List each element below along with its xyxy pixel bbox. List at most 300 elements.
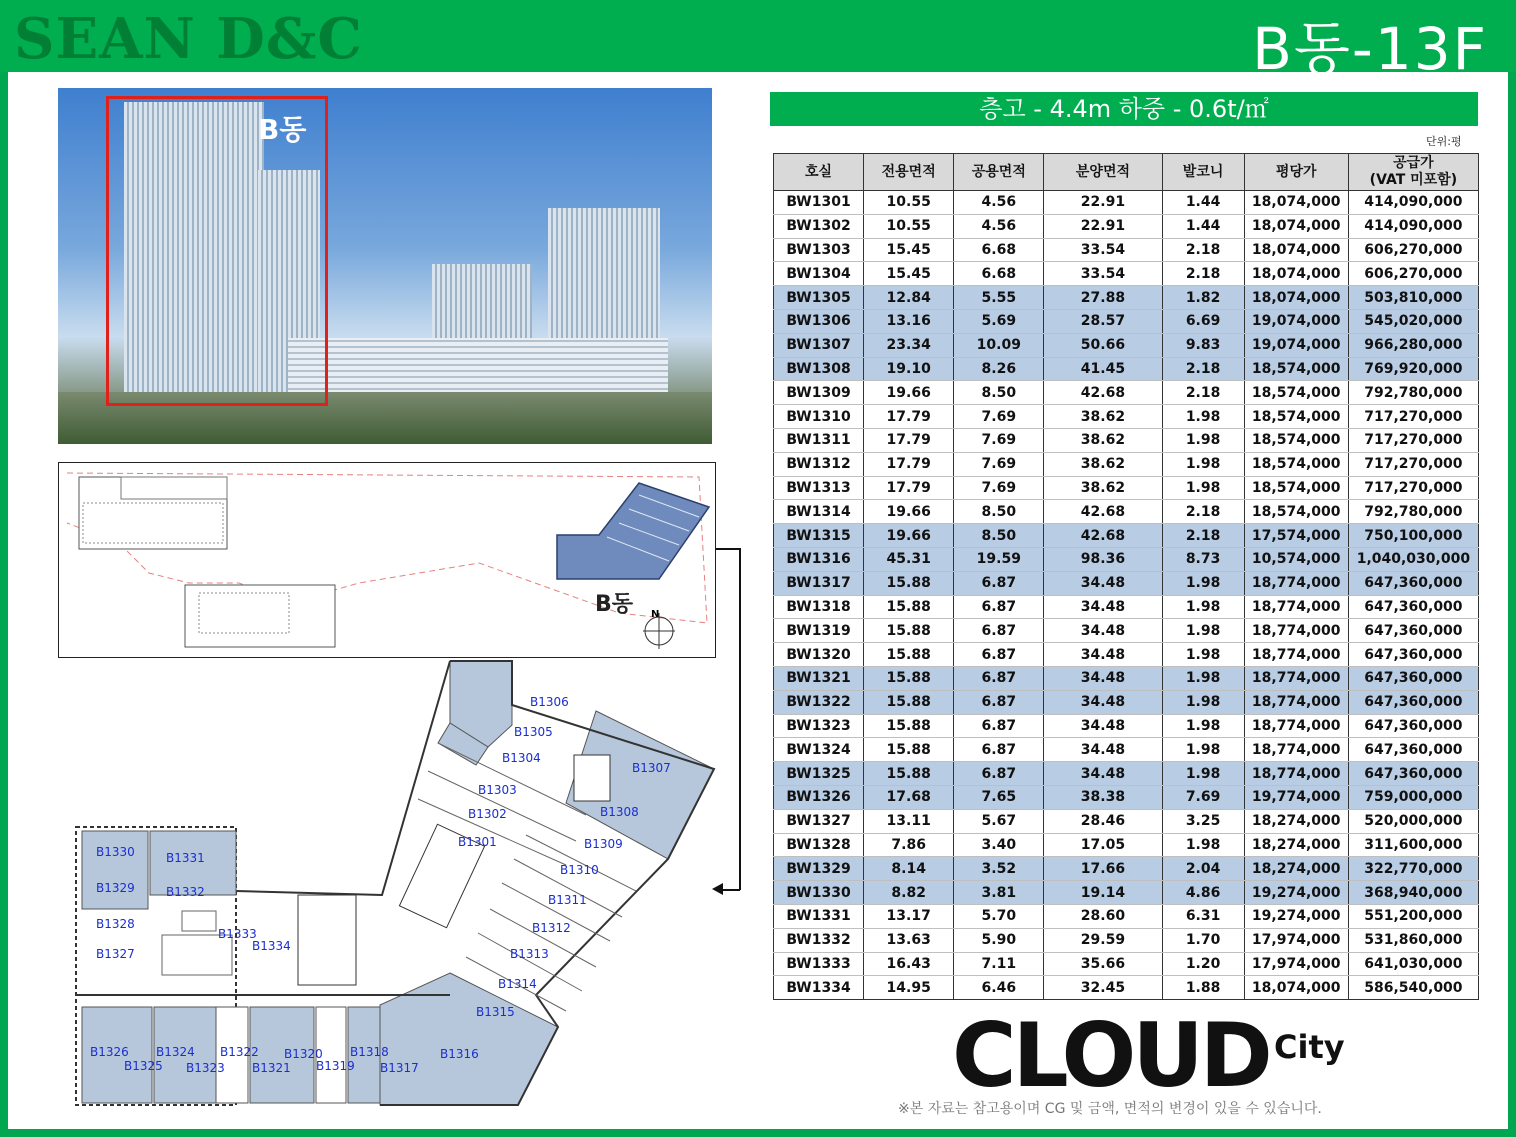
table-cell-balcony: 2.18	[1162, 524, 1244, 548]
building-photo	[58, 88, 712, 444]
floor-plan-unit-label: B1311	[548, 893, 587, 907]
floor-plan-unit-label: B1327	[96, 947, 135, 961]
table-cell-room: BW1319	[774, 619, 864, 643]
table-cell-room: BW1328	[774, 833, 864, 857]
table-cell-balcony: 8.73	[1162, 547, 1244, 571]
table-cell-balcony: 9.83	[1162, 333, 1244, 357]
table-cell-common: 7.65	[954, 785, 1044, 809]
table-row	[774, 405, 1479, 429]
floor-plan-unit-label: B1310	[560, 863, 599, 877]
table-cell-unit-price: 17,574,000	[1244, 524, 1348, 548]
table-header-cell: 공용면적	[954, 154, 1044, 191]
table-row	[774, 619, 1479, 643]
table-cell-room: BW1318	[774, 595, 864, 619]
table-cell-sale: 32.45	[1044, 976, 1162, 1000]
table-cell-common: 8.50	[954, 524, 1044, 548]
table-cell-balcony: 1.44	[1162, 214, 1244, 238]
table-cell-supply: 717,270,000	[1348, 428, 1478, 452]
table-cell-sale: 42.68	[1044, 381, 1162, 405]
table-row	[774, 191, 1479, 215]
table-cell-sale: 38.62	[1044, 405, 1162, 429]
table-cell-balcony: 1.98	[1162, 833, 1244, 857]
table-row	[774, 833, 1479, 857]
table-cell-unit-price: 18,574,000	[1244, 500, 1348, 524]
table-cell-supply: 1,040,030,000	[1348, 547, 1478, 571]
table-cell-balcony: 6.31	[1162, 904, 1244, 928]
table-cell-supply: 551,200,000	[1348, 904, 1478, 928]
table-row	[774, 762, 1479, 786]
table-cell-sale: 34.48	[1044, 690, 1162, 714]
table-row	[774, 500, 1479, 524]
table-header-cell: 평당가	[1244, 154, 1348, 191]
table-cell-supply: 606,270,000	[1348, 262, 1478, 286]
table-cell-sale: 34.48	[1044, 666, 1162, 690]
table-cell-supply: 606,270,000	[1348, 238, 1478, 262]
table-header-cell: 분양면적	[1044, 154, 1162, 191]
table-cell-balcony: 6.69	[1162, 309, 1244, 333]
table-cell-exclusive: 17.79	[864, 405, 954, 429]
table-cell-supply: 368,940,000	[1348, 881, 1478, 905]
floor-plan	[66, 655, 722, 1120]
floor-plan-unit-label: B1334	[252, 939, 291, 953]
table-cell-unit-price: 19,074,000	[1244, 309, 1348, 333]
brand-sub: City	[1274, 1028, 1345, 1066]
table-cell-unit-price: 18,774,000	[1244, 571, 1348, 595]
brand-logo: CLOUD	[952, 1004, 1269, 1107]
table-cell-room: BW1324	[774, 738, 864, 762]
table-cell-sale: 28.46	[1044, 809, 1162, 833]
table-cell-common: 6.68	[954, 238, 1044, 262]
table-cell-supply: 503,810,000	[1348, 286, 1478, 310]
table-cell-unit-price: 18,774,000	[1244, 762, 1348, 786]
floor-plan-unit-label: B1320	[284, 1047, 323, 1061]
table-cell-exclusive: 13.16	[864, 309, 954, 333]
table-cell-room: BW1303	[774, 238, 864, 262]
table-cell-balcony: 7.69	[1162, 785, 1244, 809]
table-row	[774, 309, 1479, 333]
table-cell-common: 6.87	[954, 571, 1044, 595]
table-cell-supply: 966,280,000	[1348, 333, 1478, 357]
table-cell-supply: 717,270,000	[1348, 476, 1478, 500]
header-bar	[0, 0, 1516, 83]
table-cell-common: 10.09	[954, 333, 1044, 357]
table-cell-common: 8.50	[954, 381, 1044, 405]
table-cell-room: BW1321	[774, 666, 864, 690]
table-row	[774, 643, 1479, 667]
table-cell-exclusive: 14.95	[864, 976, 954, 1000]
table-cell-sale: 38.62	[1044, 476, 1162, 500]
table-cell-unit-price: 18,074,000	[1244, 214, 1348, 238]
table-cell-unit-price: 18,774,000	[1244, 619, 1348, 643]
floor-plan-unit-label: B1326	[90, 1045, 129, 1059]
table-cell-balcony: 4.86	[1162, 881, 1244, 905]
table-cell-balcony: 1.82	[1162, 286, 1244, 310]
table-cell-balcony: 1.98	[1162, 738, 1244, 762]
table-cell-common: 19.59	[954, 547, 1044, 571]
table-cell-unit-price: 18,574,000	[1244, 381, 1348, 405]
table-cell-exclusive: 8.82	[864, 881, 954, 905]
table-cell-supply: 647,360,000	[1348, 643, 1478, 667]
table-header-cell: 발코니	[1162, 154, 1244, 191]
table-cell-supply: 322,770,000	[1348, 857, 1478, 881]
table-cell-exclusive: 17.79	[864, 452, 954, 476]
table-cell-balcony: 1.98	[1162, 643, 1244, 667]
table-row	[774, 976, 1479, 1000]
table-cell-room: BW1307	[774, 333, 864, 357]
photo-label: B동	[258, 113, 307, 146]
arrow-line-top	[716, 548, 740, 550]
table-cell-balcony: 2.18	[1162, 500, 1244, 524]
floor-plan-unit-label: B1308	[600, 805, 639, 819]
table-cell-supply: 647,360,000	[1348, 714, 1478, 738]
floor-plan-unit-label: B1302	[468, 807, 507, 821]
table-row	[774, 238, 1479, 262]
table-cell-balcony: 1.20	[1162, 952, 1244, 976]
table-cell-balcony: 1.98	[1162, 452, 1244, 476]
table-cell-unit-price: 18,074,000	[1244, 191, 1348, 215]
table-cell-room: BW1304	[774, 262, 864, 286]
table-cell-unit-price: 19,774,000	[1244, 785, 1348, 809]
units-table	[773, 153, 1479, 1000]
table-cell-exclusive: 7.86	[864, 833, 954, 857]
table-cell-unit-price: 17,974,000	[1244, 928, 1348, 952]
table-cell-exclusive: 19.66	[864, 381, 954, 405]
table-cell-balcony: 2.04	[1162, 857, 1244, 881]
table-cell-balcony: 3.25	[1162, 809, 1244, 833]
table-row	[774, 952, 1479, 976]
table-cell-sale: 34.48	[1044, 738, 1162, 762]
podium	[288, 338, 668, 400]
table-cell-balcony: 1.88	[1162, 976, 1244, 1000]
site-plan-label: B동	[595, 592, 634, 617]
table-cell-exclusive: 10.55	[864, 214, 954, 238]
table-header-cell: 전용면적	[864, 154, 954, 191]
table-cell-unit-price: 18,274,000	[1244, 809, 1348, 833]
table-cell-sale: 38.38	[1044, 785, 1162, 809]
floor-plan-unit-label: B1329	[96, 881, 135, 895]
table-cell-room: BW1315	[774, 524, 864, 548]
table-cell-room: BW1311	[774, 428, 864, 452]
company-logo: SEAN D&C	[14, 6, 363, 72]
spec-bar: 층고 - 4.4m 하중 - 0.6t/㎡	[770, 92, 1478, 126]
table-cell-supply: 717,270,000	[1348, 405, 1478, 429]
table-cell-sale: 50.66	[1044, 333, 1162, 357]
table-cell-exclusive: 23.34	[864, 333, 954, 357]
table-cell-sale: 35.66	[1044, 952, 1162, 976]
table-row	[774, 928, 1479, 952]
table-cell-room: BW1316	[774, 547, 864, 571]
table-cell-exclusive: 17.79	[864, 476, 954, 500]
table-cell-supply: 414,090,000	[1348, 191, 1478, 215]
table-cell-room: BW1302	[774, 214, 864, 238]
table-cell-unit-price: 10,574,000	[1244, 547, 1348, 571]
floor-plan-unit-label: B1325	[124, 1059, 163, 1073]
table-cell-unit-price: 18,074,000	[1244, 262, 1348, 286]
floor-plan-unit-label: B1313	[510, 947, 549, 961]
table-cell-exclusive: 16.43	[864, 952, 954, 976]
table-row	[774, 857, 1479, 881]
floor-plan-unit-label: B1324	[156, 1045, 195, 1059]
table-cell-exclusive: 15.88	[864, 619, 954, 643]
table-cell-common: 5.69	[954, 309, 1044, 333]
table-row	[774, 785, 1479, 809]
table-cell-room: BW1322	[774, 690, 864, 714]
table-cell-balcony: 2.18	[1162, 381, 1244, 405]
table-cell-unit-price: 18,074,000	[1244, 976, 1348, 1000]
table-cell-exclusive: 45.31	[864, 547, 954, 571]
table-cell-exclusive: 17.68	[864, 785, 954, 809]
table-cell-supply: 545,020,000	[1348, 309, 1478, 333]
table-cell-exclusive: 15.45	[864, 262, 954, 286]
table-cell-room: BW1320	[774, 643, 864, 667]
table-cell-exclusive: 19.66	[864, 500, 954, 524]
table-cell-common: 4.56	[954, 191, 1044, 215]
table-cell-common: 5.90	[954, 928, 1044, 952]
table-cell-unit-price: 18,774,000	[1244, 714, 1348, 738]
table-cell-supply: 586,540,000	[1348, 976, 1478, 1000]
floor-plan-unit-label: B1303	[478, 783, 517, 797]
unit-note: 단위:평	[1426, 135, 1462, 148]
table-cell-supply: 647,360,000	[1348, 690, 1478, 714]
floor-plan-unit-label: B1330	[96, 845, 135, 859]
table-cell-sale: 22.91	[1044, 214, 1162, 238]
table-row	[774, 286, 1479, 310]
table-cell-unit-price: 18,774,000	[1244, 738, 1348, 762]
table-cell-balcony: 1.44	[1162, 191, 1244, 215]
site-plan	[58, 462, 716, 658]
floor-plan-unit-label: B1332	[166, 885, 205, 899]
table-cell-sale: 34.48	[1044, 714, 1162, 738]
table-cell-supply: 792,780,000	[1348, 381, 1478, 405]
table-cell-balcony: 1.98	[1162, 714, 1244, 738]
table-cell-sale: 28.60	[1044, 904, 1162, 928]
table-cell-exclusive: 19.66	[864, 524, 954, 548]
table-cell-unit-price: 18,774,000	[1244, 643, 1348, 667]
table-cell-sale: 38.62	[1044, 452, 1162, 476]
table-cell-supply: 647,360,000	[1348, 738, 1478, 762]
table-cell-sale: 41.45	[1044, 357, 1162, 381]
table-row	[774, 452, 1479, 476]
table-cell-sale: 22.91	[1044, 191, 1162, 215]
arrow-line-vertical	[739, 548, 741, 890]
table-cell-exclusive: 15.45	[864, 238, 954, 262]
table-cell-common: 5.55	[954, 286, 1044, 310]
table-row	[774, 690, 1479, 714]
table-cell-sale: 33.54	[1044, 262, 1162, 286]
floor-plan-unit-label: B1306	[530, 695, 569, 709]
floor-plan-unit-label: B1318	[350, 1045, 389, 1059]
table-row	[774, 476, 1479, 500]
table-cell-unit-price: 19,074,000	[1244, 333, 1348, 357]
floor-plan-unit-label: B1321	[252, 1061, 291, 1075]
table-cell-exclusive: 13.63	[864, 928, 954, 952]
table-cell-supply: 641,030,000	[1348, 952, 1478, 976]
table-cell-exclusive: 15.88	[864, 690, 954, 714]
table-row	[774, 904, 1479, 928]
table-cell-sale: 42.68	[1044, 500, 1162, 524]
table-cell-balcony: 1.98	[1162, 428, 1244, 452]
site-plan-drawing	[59, 463, 715, 657]
table-cell-sale: 34.48	[1044, 571, 1162, 595]
table-cell-exclusive: 10.55	[864, 191, 954, 215]
table-cell-supply: 647,360,000	[1348, 571, 1478, 595]
table-row	[774, 214, 1479, 238]
table-cell-supply: 520,000,000	[1348, 809, 1478, 833]
table-cell-exclusive: 17.79	[864, 428, 954, 452]
table-cell-exclusive: 13.11	[864, 809, 954, 833]
table-cell-unit-price: 19,274,000	[1244, 881, 1348, 905]
floor-plan-unit-label: B1317	[380, 1061, 419, 1075]
table-cell-room: BW1323	[774, 714, 864, 738]
table-cell-room: BW1326	[774, 785, 864, 809]
table-cell-supply: 759,000,000	[1348, 785, 1478, 809]
table-cell-common: 7.69	[954, 452, 1044, 476]
table-cell-sale: 98.36	[1044, 547, 1162, 571]
table-row	[774, 595, 1479, 619]
floor-plan-unit-label: B1331	[166, 851, 205, 865]
table-cell-exclusive: 15.88	[864, 762, 954, 786]
table-cell-balcony: 1.98	[1162, 405, 1244, 429]
table-cell-unit-price: 18,574,000	[1244, 476, 1348, 500]
table-cell-sale: 28.57	[1044, 309, 1162, 333]
table-cell-supply: 769,920,000	[1348, 357, 1478, 381]
table-cell-balcony: 1.70	[1162, 928, 1244, 952]
table-cell-exclusive: 15.88	[864, 714, 954, 738]
table-cell-room: BW1305	[774, 286, 864, 310]
floor-plan-unit-label: B1316	[440, 1047, 479, 1061]
table-row	[774, 809, 1479, 833]
table-cell-common: 6.46	[954, 976, 1044, 1000]
table-cell-balcony: 2.18	[1162, 238, 1244, 262]
table-row	[774, 738, 1479, 762]
table-cell-room: BW1313	[774, 476, 864, 500]
table-cell-supply: 311,600,000	[1348, 833, 1478, 857]
table-cell-common: 6.87	[954, 738, 1044, 762]
table-cell-common: 6.87	[954, 714, 1044, 738]
table-row	[774, 357, 1479, 381]
table-cell-room: BW1309	[774, 381, 864, 405]
floor-plan-unit-label: B1307	[632, 761, 671, 775]
table-row	[774, 524, 1479, 548]
table-cell-unit-price: 19,274,000	[1244, 904, 1348, 928]
table-cell-balcony: 1.98	[1162, 595, 1244, 619]
table-cell-room: BW1333	[774, 952, 864, 976]
table-cell-balcony: 1.98	[1162, 476, 1244, 500]
floor-plan-unit-label: B1314	[498, 977, 537, 991]
table-cell-supply: 647,360,000	[1348, 595, 1478, 619]
table-cell-sale: 34.48	[1044, 762, 1162, 786]
table-cell-supply: 647,360,000	[1348, 762, 1478, 786]
table-cell-balcony: 1.98	[1162, 762, 1244, 786]
table-cell-sale: 34.48	[1044, 643, 1162, 667]
page-title: B동-13F	[1252, 15, 1488, 83]
table-cell-balcony: 1.98	[1162, 619, 1244, 643]
table-cell-supply: 531,860,000	[1348, 928, 1478, 952]
table-cell-common: 3.52	[954, 857, 1044, 881]
table-cell-room: BW1317	[774, 571, 864, 595]
table-cell-supply: 414,090,000	[1348, 214, 1478, 238]
table-cell-common: 6.87	[954, 690, 1044, 714]
table-cell-supply: 647,360,000	[1348, 666, 1478, 690]
table-cell-unit-price: 18,774,000	[1244, 666, 1348, 690]
table-row	[774, 571, 1479, 595]
table-cell-unit-price: 18,574,000	[1244, 405, 1348, 429]
table-cell-unit-price: 18,074,000	[1244, 286, 1348, 310]
floor-plan-unit-label: B1333	[218, 927, 257, 941]
table-row	[774, 381, 1479, 405]
table-cell-unit-price: 17,974,000	[1244, 952, 1348, 976]
table-cell-balcony: 1.98	[1162, 571, 1244, 595]
table-row	[774, 262, 1479, 286]
table-header-cell: 호실	[774, 154, 864, 191]
table-cell-balcony: 2.18	[1162, 262, 1244, 286]
table-cell-room: BW1330	[774, 881, 864, 905]
table-cell-unit-price: 18,074,000	[1244, 238, 1348, 262]
table-cell-common: 6.87	[954, 643, 1044, 667]
table-cell-common: 4.56	[954, 214, 1044, 238]
table-cell-unit-price: 18,574,000	[1244, 452, 1348, 476]
table-cell-common: 6.68	[954, 262, 1044, 286]
table-cell-common: 7.69	[954, 405, 1044, 429]
table-cell-room: BW1308	[774, 357, 864, 381]
table-cell-common: 7.69	[954, 476, 1044, 500]
table-cell-exclusive: 13.17	[864, 904, 954, 928]
floor-plan-unit-label: B1315	[476, 1005, 515, 1019]
table-cell-sale: 42.68	[1044, 524, 1162, 548]
table-cell-balcony: 1.98	[1162, 690, 1244, 714]
table-cell-sale: 29.59	[1044, 928, 1162, 952]
table-cell-common: 7.11	[954, 952, 1044, 976]
floor-plan-unit-label: B1304	[502, 751, 541, 765]
table-cell-common: 5.67	[954, 809, 1044, 833]
table-cell-room: BW1325	[774, 762, 864, 786]
table-cell-common: 5.70	[954, 904, 1044, 928]
table-cell-exclusive: 12.84	[864, 286, 954, 310]
table-cell-room: BW1327	[774, 809, 864, 833]
table-cell-sale: 19.14	[1044, 881, 1162, 905]
table-cell-exclusive: 15.88	[864, 643, 954, 667]
table-header-cell: 공급가 (VAT 미포함)	[1348, 154, 1478, 191]
table-cell-sale: 34.48	[1044, 619, 1162, 643]
floor-plan-unit-label: B1305	[514, 725, 553, 739]
table-cell-common: 7.69	[954, 428, 1044, 452]
table-row	[774, 666, 1479, 690]
floor-plan-unit-label: B1328	[96, 917, 135, 931]
table-cell-balcony: 2.18	[1162, 357, 1244, 381]
north-label: N	[651, 609, 660, 620]
table-cell-unit-price: 18,574,000	[1244, 357, 1348, 381]
table-cell-sale: 38.62	[1044, 428, 1162, 452]
table-cell-room: BW1314	[774, 500, 864, 524]
table-cell-room: BW1332	[774, 928, 864, 952]
table-cell-sale: 33.54	[1044, 238, 1162, 262]
table-cell-sale: 17.05	[1044, 833, 1162, 857]
table-cell-room: BW1306	[774, 309, 864, 333]
table-cell-exclusive: 15.88	[864, 571, 954, 595]
floor-plan-unit-label: B1301	[458, 835, 497, 849]
table-cell-unit-price: 18,774,000	[1244, 595, 1348, 619]
table-cell-exclusive: 8.14	[864, 857, 954, 881]
table-cell-common: 3.40	[954, 833, 1044, 857]
table-cell-room: BW1334	[774, 976, 864, 1000]
table-cell-balcony: 1.98	[1162, 666, 1244, 690]
table-cell-room: BW1329	[774, 857, 864, 881]
table-cell-common: 3.81	[954, 881, 1044, 905]
table-cell-exclusive: 15.88	[864, 595, 954, 619]
table-cell-unit-price: 18,774,000	[1244, 690, 1348, 714]
table-cell-sale: 27.88	[1044, 286, 1162, 310]
table-cell-supply: 750,100,000	[1348, 524, 1478, 548]
